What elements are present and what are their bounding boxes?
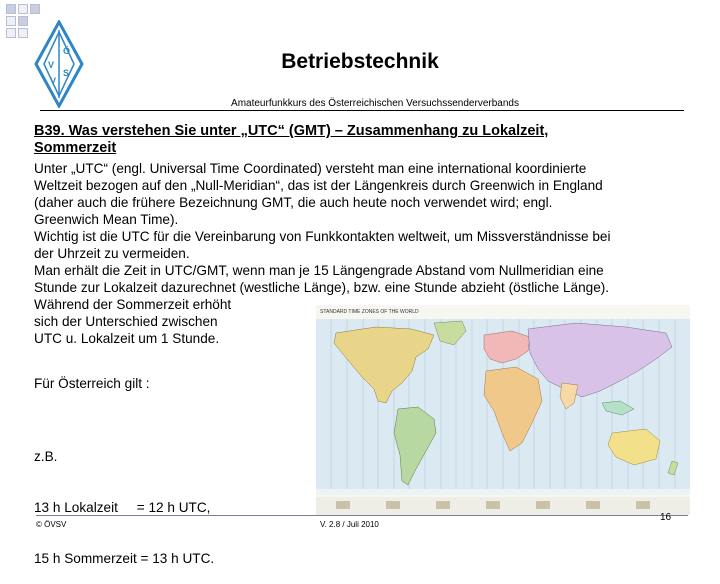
decorative-square — [6, 4, 16, 14]
footer-copyright: © ÖVSV — [36, 520, 67, 529]
austria-note: Für Österreich gilt : — [34, 376, 150, 391]
body-line: Unter „UTC“ (engl. Universal Time Coordinated) versteht man eine international koordinierte — [34, 161, 587, 176]
logo-letter: V — [48, 60, 55, 70]
body-line: der Uhrzeit zu vermeiden. — [34, 246, 190, 261]
logo-letter: Ö — [63, 46, 71, 56]
decorative-square — [30, 4, 40, 14]
map-legend-strip — [316, 497, 690, 515]
example-line: 13 h Lokalzeit = 12 h UTC, — [34, 500, 211, 515]
body-line: (daher auch die frühere Bezeichnung GMT, die auch heute noch verwendet wird; engl. — [34, 195, 553, 210]
decorative-square — [18, 16, 28, 26]
body-line: Greenwich Mean Time). — [34, 212, 179, 227]
heading-line: Sommerzeit — [34, 140, 117, 156]
footer-rule — [36, 515, 688, 516]
body-line: sich der Unterschied zwischen — [34, 314, 218, 329]
header-rule — [40, 110, 684, 111]
example-intro: z.B. — [34, 449, 58, 464]
footer-version: V. 2.8 / Juli 2010 — [320, 520, 379, 529]
antarctica — [316, 489, 690, 495]
section-heading — [34, 123, 674, 157]
body-line: Wichtig ist die UTC für die Vereinbarung von Funkkontakten weltweit, um Missverständnisse bei — [34, 229, 611, 244]
example-line: 15 h Sommerzeit = 13 h UTC. — [34, 551, 215, 566]
body-line: Weltzeit bezogen auf den „Null-Meridian“, das ist der Längenkreis durch Greenwich in England — [34, 178, 603, 193]
decorative-square — [6, 16, 16, 26]
body-line: UTC u. Lokalzeit um 1 Stunde. — [34, 331, 220, 346]
decorative-square — [18, 28, 28, 38]
decorative-square — [18, 4, 28, 14]
body-line: Man erhält die Zeit in UTC/GMT, wenn man je 15 Längengrade Abstand vom Nullmeridian eine — [34, 263, 604, 278]
subtitle: Amateurfunkkurs des Österreichischen Versuchssenderverbands — [231, 98, 519, 109]
heading-line: B39. Was verstehen Sie unter „UTC“ (GMT) – Zusammenhang zu Lokalzeit, — [34, 123, 549, 139]
logo-letter: V — [50, 76, 57, 86]
map-caption: STANDARD TIME ZONES OF THE WORLD — [320, 309, 419, 315]
page-title: Betriebstechnik — [281, 50, 439, 73]
example-block — [34, 414, 214, 584]
body-line: Stunde zur Lokalzeit dazurechnet (westliche Länge), bzw. eine Stunde abzieht (östliche Länge). — [34, 280, 610, 295]
decorative-square — [6, 28, 16, 38]
page-number: 16 — [660, 512, 672, 523]
body-line: Während der Sommerzeit erhöht — [34, 297, 232, 312]
logo-letter: S — [63, 68, 70, 78]
time-zone-map — [316, 305, 690, 515]
